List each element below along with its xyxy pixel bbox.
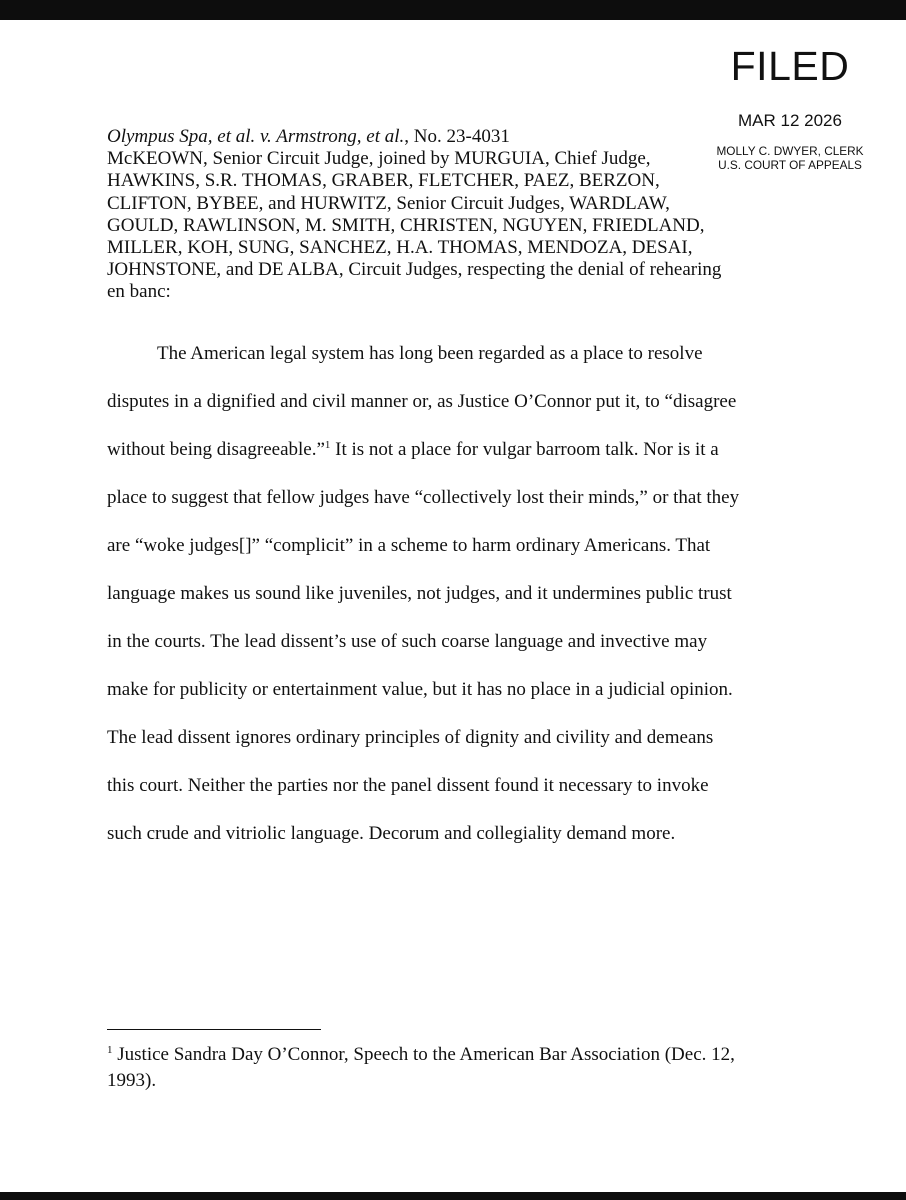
- filed-stamp: FILED: [730, 43, 850, 89]
- bottom-border-bar: [0, 1192, 906, 1200]
- body-line: The American legal system has long been regarded as a place to resolve: [157, 343, 703, 364]
- opinion-body: [107, 340, 807, 868]
- footnote-line: 1993).: [107, 1070, 157, 1091]
- body-line: make for publicity or entertainment value, but it has no place in a judicial opinion.: [107, 679, 733, 700]
- case-name: Olympus Spa, et al. v. Armstrong, et al.: [107, 126, 405, 147]
- case-number: , No. 23-4031: [404, 126, 510, 147]
- clerk-court: U.S. COURT OF APPEALS: [718, 158, 862, 172]
- header-line: MILLER, KOH, SUNG, SANCHEZ, H.A. THOMAS, MENDOZA, DESAI,: [107, 237, 693, 259]
- body-line: disputes in a dignified and civil manner or, as Justice O’Connor put it, to “disagree: [107, 391, 737, 412]
- body-line: are “woke judges[]” “complicit” in a scheme to harm ordinary Americans. That: [107, 535, 711, 556]
- body-line: without being disagreeable.”$^1$ It is not a place for vulgar barroom talk. Nor is it a: [107, 439, 719, 460]
- header-line: HAWKINS, S.R. THOMAS, GRABER, FLETCHER, PAEZ, BERZON,: [107, 170, 660, 192]
- header-line: CLIFTON, BYBEE, and HURWITZ, Senior Circuit Judges, WARDLAW,: [107, 192, 670, 214]
- body-line: language makes us sound like juveniles, not judges, and it undermines public trust: [107, 583, 732, 604]
- header-line: JOHNSTONE, and DE ALBA, Circuit Judges, respecting the denial of rehearing: [107, 259, 722, 281]
- top-border-bar: [0, 0, 906, 20]
- footnote-divider: [107, 1029, 321, 1030]
- header-line: GOULD, RAWLINSON, M. SMITH, CHRISTEN, NGUYEN, FRIEDLAND,: [107, 214, 705, 236]
- opinion-header: [107, 126, 807, 304]
- body-line: in the courts. The lead dissent’s use of such coarse language and invective may: [107, 631, 708, 652]
- header-line: en banc:: [107, 281, 171, 303]
- footnote: [107, 1042, 807, 1094]
- body-line: The lead dissent ignores ordinary principles of dignity and civility and demeans: [107, 727, 714, 748]
- body-line: place to suggest that fellow judges have “collectively lost their minds,” or that they: [107, 487, 740, 508]
- body-line: such crude and vitriolic language. Decorum and collegiality demand more.: [107, 823, 676, 844]
- footnote-line: $^1$ Justice Sandra Day O’Connor, Speech to the American Bar Association (Dec. 12,: [107, 1044, 735, 1065]
- case-caption: [107, 126, 807, 148]
- footnote-marker: 1: [107, 1044, 113, 1056]
- clerk-name: MOLLY C. DWYER, CLERK: [716, 144, 864, 158]
- filed-date: MAR 12 2026: [738, 111, 842, 130]
- header-line: McKEOWN, Senior Circuit Judge, joined by MURGUIA, Chief Judge,: [107, 148, 651, 170]
- body-line: this court. Neither the parties nor the panel dissent found it necessary to invoke: [107, 775, 709, 796]
- footnote-reference[interactable]: 1: [324, 439, 331, 451]
